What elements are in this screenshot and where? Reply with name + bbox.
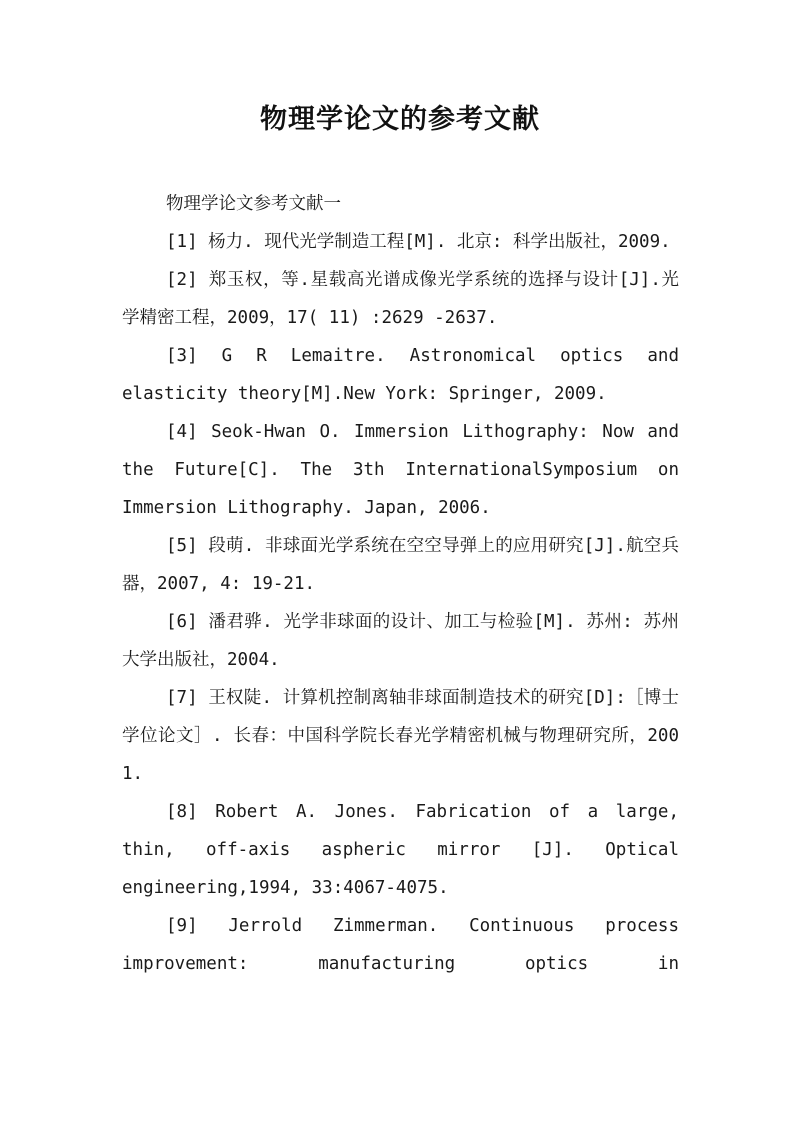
document-title: 物理学论文的参考文献 <box>260 104 540 135</box>
reference-4: [4] Seok-Hwan O. Immersion Lithography: Now and the Future[C]. The 3th InternationalSymposium on Immersion Lithography. Japan, 2006. <box>122 422 679 518</box>
reference-3: [3] G R Lemaitre. Astronomical optics and elasticity theory[M].New York: Springer, 2009. <box>122 346 679 404</box>
reference-7: [7] 王权陡. 计算机控制离轴非球面制造技术的研究[D]:［博士学位论文］. 长春：中国科学院长春光学精密机械与物理研究所，2001. <box>122 688 679 784</box>
document-body <box>122 185 679 983</box>
reference-1: [1] 杨力. 现代光学制造工程[M]. 北京: 科学出版社，2009. <box>166 232 671 252</box>
section-heading: 物理学论文参考文献一 <box>166 194 341 214</box>
reference-6: [6] 潘君骅. 光学非球面的设计、加工与检验[M]. 苏州: 苏州大学出版社，2004. <box>122 612 679 670</box>
reference-2: [2] 郑玉权，等.星载高光谱成像光学系统的选择与设计[J].光学精密工程，2009，17( 11) :2629 -2637. <box>122 270 679 328</box>
reference-9: [9] Jerrold Zimmerman. Continuous process improvement: manufacturing optics in <box>122 916 679 974</box>
reference-8: [8] Robert A. Jones. Fabrication of a large, thin, off-axis aspheric mirror [J]. Optical engineering,1994, 33:4067-4075. <box>122 802 679 898</box>
reference-5: [5] 段萌. 非球面光学系统在空空导弹上的应用研究[J].航空兵器，2007, 4: 19-21. <box>122 536 679 594</box>
